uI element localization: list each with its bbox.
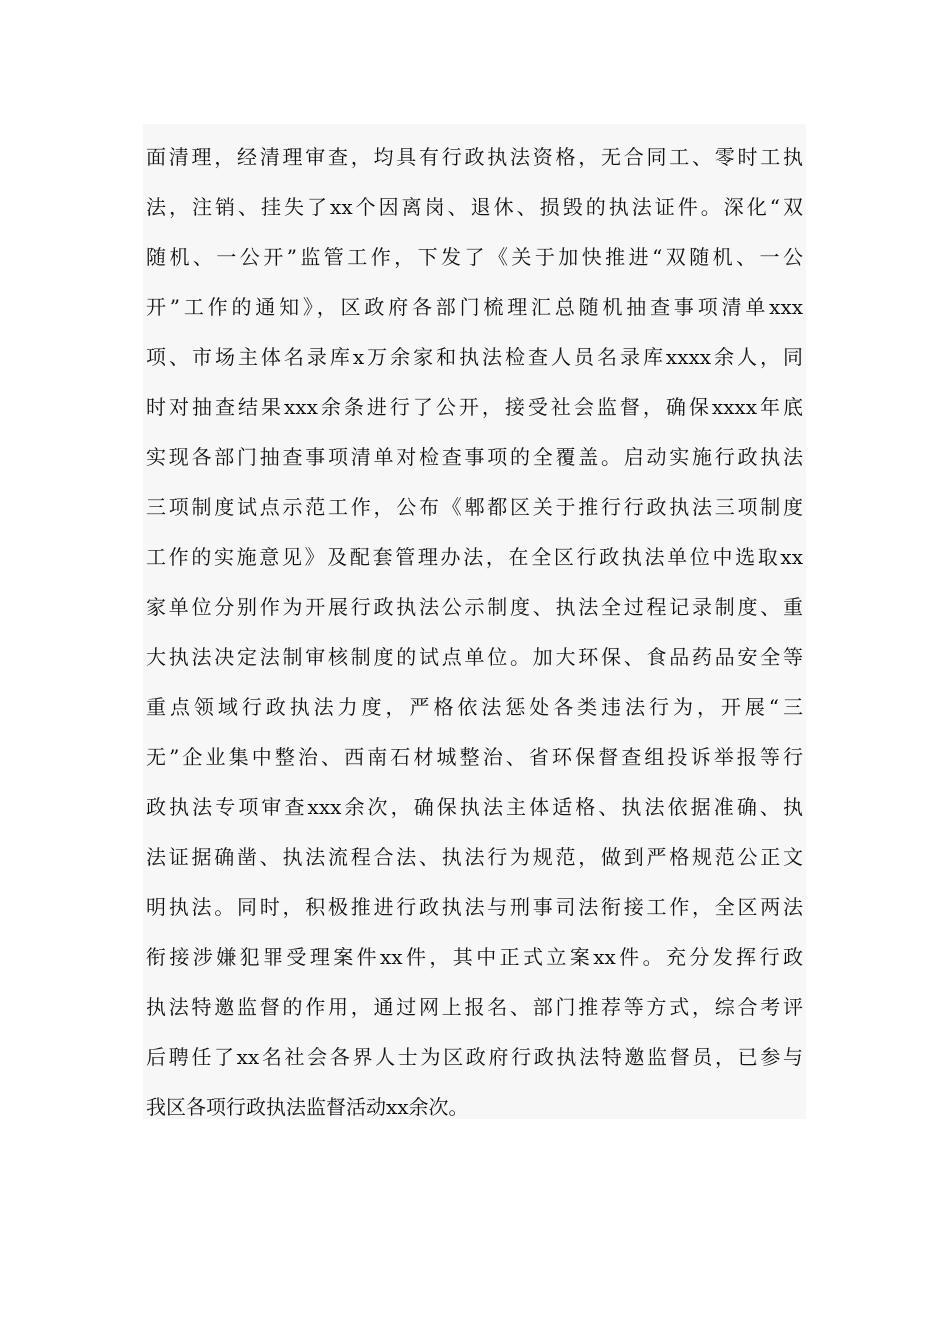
text-line: 我区各项行政执法监督活动xx余次。 [146,1095,469,1119]
text-line: 重点领域行政执法力度，严格依法惩处各类违法行为，开展“三 [146,695,803,719]
text-line: 开”工作的通知》，区政府各部门梳理汇总随机抽查事项清单xxx [146,295,803,319]
text-line: 政执法专项审查xxx余次，确保执法主体适格、执法依据准确、执 [146,795,803,819]
text-line: 无”企业集中整治、西南石材城整治、省环保督查组投诉举报等行 [146,745,803,769]
text-block [143,124,806,1119]
text-line: 时对抽查结果xxx余条进行了公开，接受社会监督，确保xxxx年底 [146,395,803,419]
text-line: 项、市场主体名录库x万余家和执法检查人员名录库xxxx余人，同 [146,345,803,369]
text-line: 执法特邀监督的作用，通过网上报名、部门推荐等方式，综合考评 [146,995,803,1019]
text-line: 法，注销、挂失了xx个因离岗、退休、损毁的执法证件。深化“双 [146,195,803,219]
text-line: 面清理，经清理审查，均具有行政执法资格，无合同工、零时工执 [146,145,803,169]
text-line: 法证据确凿、执法流程合法、执法行为规范，做到严格规范公正文 [146,845,803,869]
text-line: 后聘任了xx名社会各界人士为区政府行政执法特邀监督员，已参与 [146,1045,803,1069]
text-line: 家单位分别作为开展行政执法公示制度、执法全过程记录制度、重 [146,595,803,619]
text-line: 衔接涉嫌犯罪受理案件xx件，其中正式立案xx件。充分发挥行政 [146,945,803,969]
text-line: 实现各部门抽查事项清单对检查事项的全覆盖。启动实施行政执法 [146,445,803,469]
text-line: 工作的实施意见》及配套管理办法，在全区行政执法单位中选取xx [146,545,803,569]
text-line: 大执法决定法制审核制度的试点单位。加大环保、食品药品安全等 [146,645,803,669]
text-line: 三项制度试点示范工作，公布《郫都区关于推行行政执法三项制度 [146,495,803,519]
text-line: 明执法。同时，积极推进行政执法与刑事司法衔接工作，全区两法 [146,895,803,919]
text-line: 随机、一公开”监管工作，下发了《关于加快推进“双随机、一公 [146,245,803,269]
